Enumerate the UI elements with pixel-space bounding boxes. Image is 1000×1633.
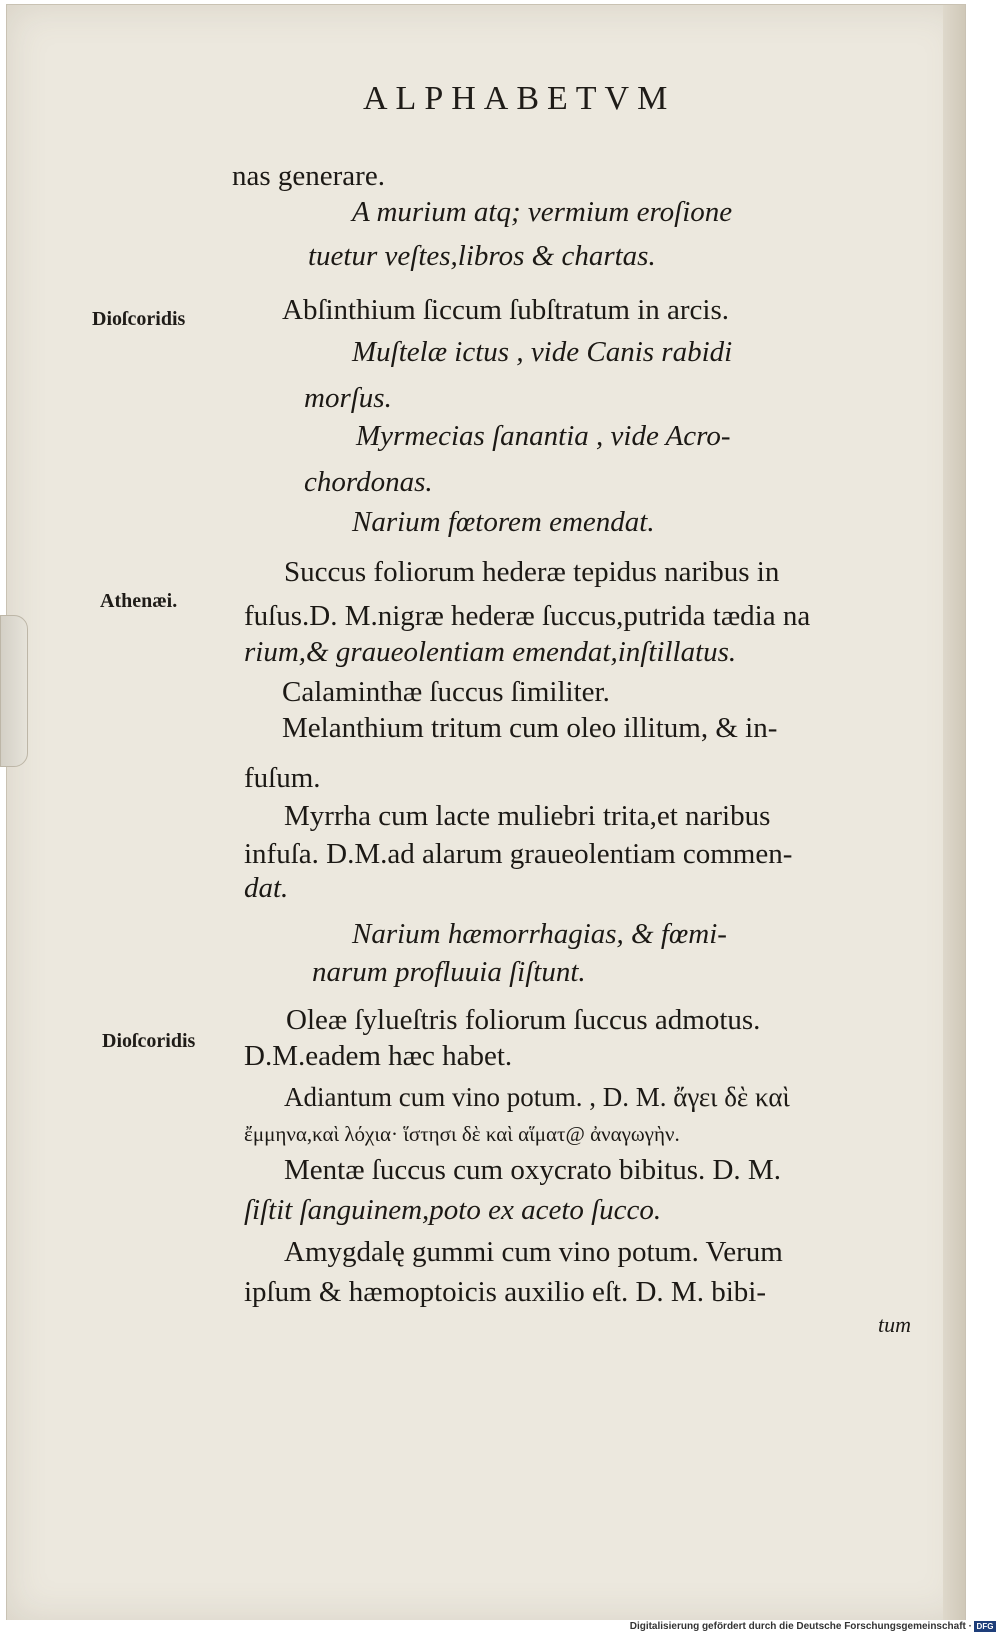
text-line: fuſum.	[244, 762, 321, 794]
text-line: Adiantum cum vino potum. , D. M. ἄγει δὲ καὶ	[284, 1082, 790, 1112]
text-line: Narium hæmorrhagias, & fœmi-	[352, 918, 727, 950]
text-line: ſiſtit ſanguinem,poto ex aceto ſucco.	[244, 1194, 662, 1226]
digitization-footer	[0, 1620, 1000, 1633]
text-line: Oleæ ſylueſtris foliorum ſuccus admotus.	[286, 1004, 761, 1036]
dfg-logo-icon: DFG	[974, 1621, 996, 1632]
text-line: chordonas.	[304, 466, 433, 498]
text-line: tuetur veſtes,libros & chartas.	[308, 240, 656, 272]
text-line: Abſinthium ſiccum ſubſtratum in arcis.	[282, 294, 730, 326]
text-line: nas generare.	[232, 160, 385, 192]
text-line: D.M.eadem hæc habet.	[244, 1040, 513, 1072]
margin-note-dioscoridis-2: Dioſcoridis	[102, 1030, 196, 1052]
digitization-credit: Digitalisierung gefördert durch die Deutsche Forschungsgemeinschaft ·	[629, 1621, 972, 1632]
text-line: Succus foliorum hederæ tepidus naribus in	[284, 556, 780, 588]
text-line: Muſtelæ ictus , vide Canis rabidi	[352, 336, 733, 368]
text-line: dat.	[244, 872, 289, 904]
margin-note-dioscoridis: Dioſcoridis	[92, 308, 186, 330]
text-line: ipſum & hæmoptoicis auxilio eſt. D. M. bibi-	[244, 1276, 766, 1308]
running-title: ALPHABETVM	[363, 80, 676, 117]
text-line: Mentæ ſuccus cum oxycrato bibitus. D. M.	[284, 1154, 781, 1186]
catchword: tum	[878, 1312, 911, 1337]
page-edge	[943, 5, 965, 1621]
text-line: Calaminthæ ſuccus ſimiliter.	[282, 676, 610, 708]
text-line: narum profluuia ſiſtunt.	[312, 956, 586, 988]
text-line: infuſa. D.M.ad alarum graueolentiam commen-	[244, 838, 793, 870]
text-line-greek: ἔμμηνα,καὶ λόχια· ἵστησι δὲ καὶ αἵματ@ ἀναγωγὴν.	[244, 1122, 680, 1146]
text-line: Melanthium tritum cum oleo illitum, & in-	[282, 712, 778, 744]
text-line: rium,& graueolentiam emendat,inſtillatus.	[244, 636, 737, 668]
margin-note-athenaei: Athenæi.	[100, 590, 178, 612]
text-line: fuſus.D. M.nigræ hederæ ſuccus,putrida tædia na	[244, 600, 811, 632]
text-line: Amygdalę gummi cum vino potum. Verum	[284, 1236, 783, 1268]
text-line: Narium fœtorem emendat.	[352, 506, 655, 538]
binding-clip	[0, 615, 28, 767]
text-line: morſus.	[304, 382, 392, 414]
text-line: A murium atq; vermium eroſione	[352, 196, 733, 228]
text-line: Myrrha cum lacte muliebri trita,et naribus	[284, 800, 771, 832]
text-line: Myrmecias ſanantia , vide Acro-	[356, 420, 731, 452]
